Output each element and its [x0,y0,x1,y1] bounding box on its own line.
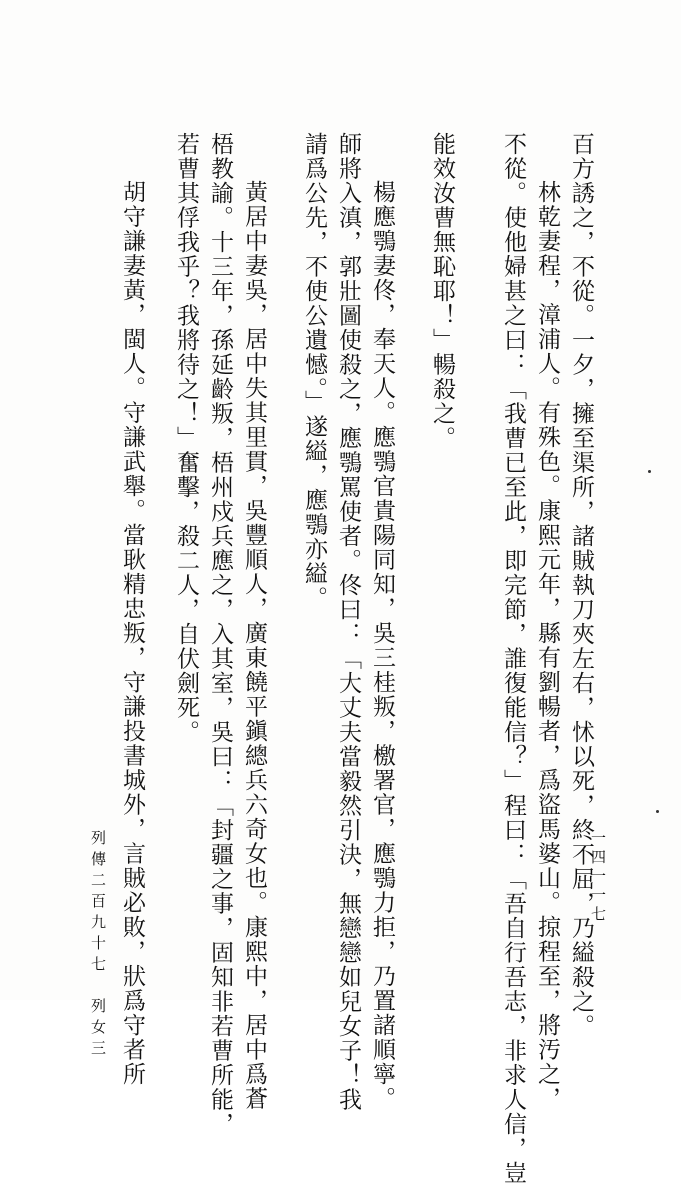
text-column-9: 梧教諭。十三年，孫延齡叛，梧州戍兵應之，入其室，吳曰：「封疆之事，固知非若曹所能， [207,132,233,1137]
page-number: 一四一一七 [589,830,607,925]
text-column-5: 楊應鶚妻佟，奉天人。應鶚官貴陽同知，吳三桂叛，檄署官，應鶚力拒，乃置諸順寧。 [369,180,395,1111]
text-column-11: 胡守謙妻黃，閩人。守謙武舉。當耿精忠叛，守謙投書城外，言賊必敗，狀爲守者所 [119,180,145,1087]
text-column-7: 請爲公先，不使公遺憾。」遂縊，應鶚亦縊。 [301,132,327,611]
text-column-2: 林乾妻程，漳浦人。有殊色。康熙元年，縣有劉暢者，爲盜馬婆山。掠程至，將汚之， [534,180,560,1111]
text-column-3: 不從。使他婦甚之曰：「我曹已至此，即完節，誰復能信？」程曰：「吾自行吾志，非求人信，豈 [500,132,526,1186]
text-column-10: 若曹其俘我乎？我將待之！」奮擊，殺二人，自伏劍死。 [173,132,199,745]
scan-speck [648,470,651,473]
text-column-4: 能效汝曹無恥耶！」暢殺之。 [429,132,455,451]
text-column-8: 黃居中妻吳，居中失其里貫，吳豐順人，廣東饒平鎭總兵六奇女也。康熙中，居中爲蒼 [241,180,267,1111]
scan-speck [656,810,659,813]
text-column-1: 百方誘之，不從。一夕，擁至渠所，諸賊執刀夾左右，怵以死，終不屈，乃縊殺之。 [568,132,594,1039]
running-header: 列傳二百九十七 列女三 [89,830,107,1061]
text-column-6: 師將入滇，郭壯圖使殺之，應鶚罵使者。佟曰：「大丈夫當毅然引決，無戀戀如兒女子！我 [335,132,361,1112]
